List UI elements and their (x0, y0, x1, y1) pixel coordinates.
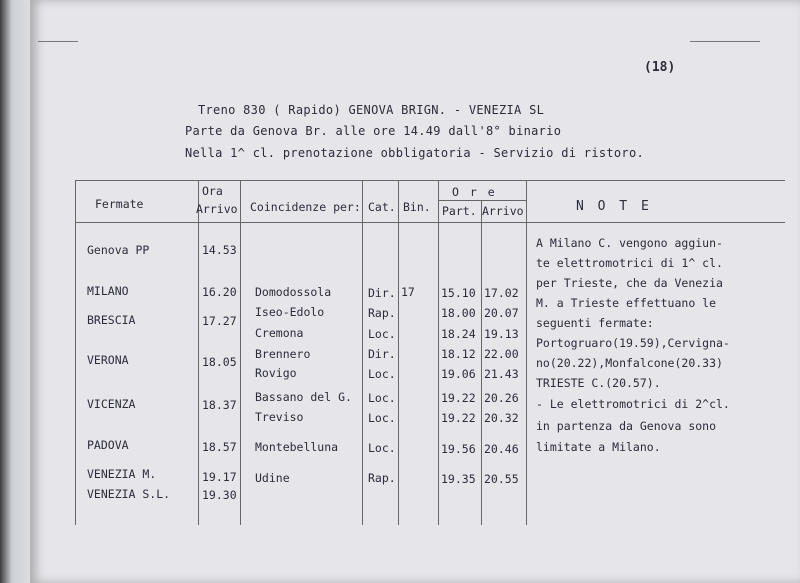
connection-cat: Loc. (368, 391, 396, 405)
stop-name: VENEZIA S.L. (87, 487, 171, 501)
connection-arr: 21.43 (484, 367, 519, 381)
header-bottom-rule (75, 222, 785, 223)
note-line: Portogruaro(19.59),Cervigna- (536, 336, 730, 350)
stop-name: Genova PP (87, 243, 150, 257)
connection-cat: Dir. (368, 286, 396, 300)
top-rule-left (38, 41, 78, 42)
connection-cat: Loc. (368, 441, 396, 455)
connection-part: 15.10 (441, 286, 476, 300)
connection-cat: Loc. (368, 367, 396, 381)
stop-name: VICENZA (87, 397, 136, 411)
note-line: per Trieste, che da Venezia (536, 276, 723, 290)
connection-dest: Domodossola (255, 285, 332, 299)
stop-name: BRESCIA (87, 313, 136, 327)
header-part: Part. (442, 204, 477, 218)
connection-part: 19.06 (441, 367, 476, 381)
header-line-3: Nella 1^ cl. prenotazione obbligatoria - Servizio di ristoro. (185, 146, 645, 160)
col-rule (398, 180, 399, 525)
stop-arrival: 17.27 (202, 314, 237, 328)
col-rule (481, 200, 482, 525)
connection-dest: Bassano del G. (255, 390, 352, 404)
connection-part: 18.00 (441, 306, 476, 320)
header-ore: O r e (452, 185, 497, 199)
header-coincidenze: Coincidenze per: (250, 200, 361, 214)
connection-cat: Rap. (368, 306, 396, 320)
connection-arr: 19.13 (484, 327, 519, 341)
header-arrivo-2: Arrivo (482, 204, 524, 218)
stop-arrival: 18.05 (202, 355, 237, 369)
connection-bin: 17 (401, 285, 415, 299)
note-line: M. a Trieste effettuano le (536, 296, 717, 310)
col-rule (240, 180, 241, 525)
connection-part: 18.12 (441, 347, 476, 361)
stop-name: VENEZIA M. (87, 467, 157, 481)
header-fermate: Fermate (95, 197, 144, 211)
stop-name: PADOVA (87, 438, 129, 452)
table-top-rule (75, 180, 785, 181)
header-bin: Bin. (403, 200, 431, 214)
connection-arr: 20.26 (484, 391, 519, 405)
col-rule (438, 180, 439, 525)
note-line: TRIESTE C.(20.57). (536, 376, 661, 390)
connection-dest: Brennero (255, 347, 311, 361)
connection-dest: Treviso (255, 410, 304, 424)
connection-dest: Rovigo (255, 366, 297, 380)
header-cat: Cat. (368, 200, 396, 214)
stop-arrival: 19.30 (202, 488, 237, 502)
header-arrivo: Arrivo (196, 202, 238, 216)
note-line: limitate a Milano. (536, 440, 661, 454)
connection-cat: Rap. (368, 471, 396, 485)
connection-arr: 20.07 (484, 306, 519, 320)
connection-part: 19.56 (441, 442, 476, 456)
top-rule-right (690, 41, 760, 42)
note-line: no(20.22),Monfalcone(20.33) (536, 356, 723, 370)
connection-cat: Loc. (368, 327, 396, 341)
note-line: A Milano C. vengono aggiun- (536, 236, 723, 250)
note-line: seguenti fermate: (536, 316, 654, 330)
header-note: N O T E (576, 199, 652, 214)
connection-cat: Dir. (368, 347, 396, 361)
connection-dest: Iseo-Edolo (255, 305, 325, 319)
stop-arrival: 14.53 (202, 243, 237, 257)
binding-edge (0, 0, 30, 583)
header-line-2: Parte da Genova Br. alle ore 14.49 dall'8° binario (185, 124, 562, 138)
connection-arr: 17.02 (484, 286, 519, 300)
col-rule (75, 180, 76, 525)
ore-subheader-rule (438, 200, 526, 201)
connection-dest: Udine (255, 471, 290, 485)
connection-arr: 20.46 (484, 442, 519, 456)
connection-arr: 22.00 (484, 347, 519, 361)
stop-name: MILANO (87, 284, 129, 298)
connection-part: 18.24 (441, 327, 476, 341)
stop-arrival: 18.57 (202, 440, 237, 454)
connection-arr: 20.32 (484, 411, 519, 425)
connection-arr: 20.55 (484, 472, 519, 486)
connection-part: 19.35 (441, 472, 476, 486)
connection-part: 19.22 (441, 411, 476, 425)
header-ora: Ora (202, 184, 223, 198)
connection-cat: Loc. (368, 411, 396, 425)
col-rule (198, 180, 199, 525)
note-line: - Le elettromotrici di 2^cl. (536, 397, 730, 411)
col-rule (362, 180, 363, 525)
connection-part: 19.22 (441, 391, 476, 405)
stop-arrival: 19.17 (202, 470, 237, 484)
stop-arrival: 16.20 (202, 285, 237, 299)
page-number: (18) (644, 60, 676, 75)
stop-arrival: 18.37 (202, 398, 237, 412)
col-rule (526, 180, 527, 525)
note-line: te elettromotrici di 1^ cl. (536, 256, 723, 270)
connection-dest: Montebelluna (255, 440, 339, 454)
connection-dest: Cremona (255, 326, 304, 340)
stop-name: VERONA (87, 353, 129, 367)
header-line-1: Treno 830 ( Rapido) GENOVA BRIGN. - VENEZIA SL (198, 103, 545, 117)
note-line: in partenza da Genova sono (536, 419, 717, 433)
